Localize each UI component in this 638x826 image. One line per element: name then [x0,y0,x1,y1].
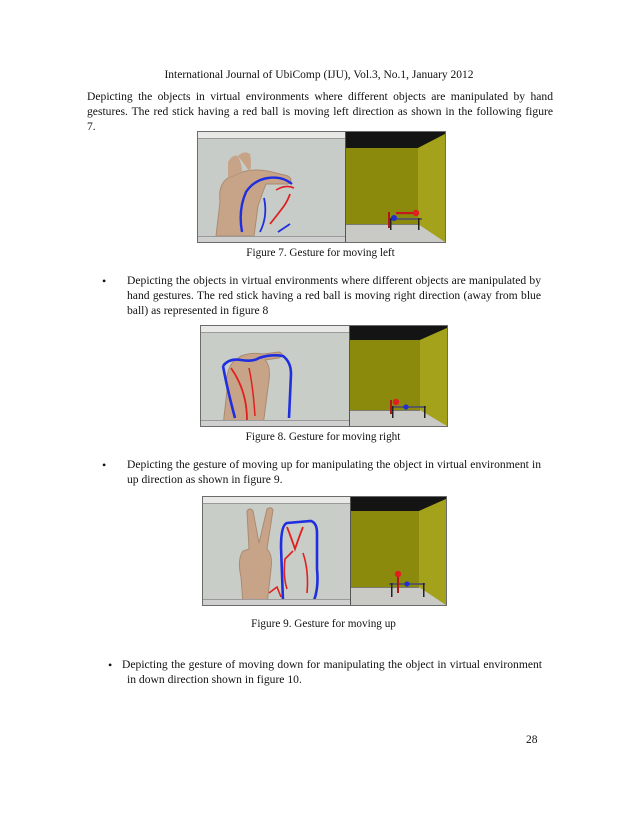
virtual-scene [350,326,447,426]
bullet-1-symbol: • [102,274,107,288]
intro-line-1: Depicting the objects in virtual environments where different objects are manipulated by hand [87,90,553,103]
hand-gesture-right [201,326,349,426]
bullet-1-line-1: Depicting the objects in virtual environments where different objects are manipulated by [127,274,541,287]
bullet-1-line-2: hand gestures. The red stick having a red ball is moving right direction (away from blue [127,289,541,302]
intro-line-2: gestures. The red stick having a red ball is moving left direction as shown in the following figure [87,105,553,118]
intro-paragraph [87,89,553,134]
intro-line-3: 7. [87,120,96,133]
window-statusbar [203,599,350,605]
virtual-environment-view [346,132,445,242]
figure-9-caption: Figure 9. Gesture for moving up [251,618,396,630]
figure-8-image [200,325,448,427]
virtual-scene [351,497,446,605]
bullet-3-text [122,657,542,687]
bullet-2-symbol: • [102,458,107,472]
hand-gesture-left [198,132,345,242]
bullet-3-line-2: in down direction shown in figure 10. [127,673,302,686]
page-number: 28 [526,734,538,746]
camera-view [201,326,350,426]
camera-view [198,132,346,242]
virtual-scene [346,132,445,242]
virtual-environment-view [350,326,447,426]
bullet-3-line-1: Depicting the gesture of moving down for manipulating the object in virtual environment [122,658,542,671]
bullet-2-line-2: up direction as shown in figure 9. [127,473,283,486]
figure-8-caption: Figure 8. Gesture for moving right [245,431,401,443]
figure-7-caption: Figure 7. Gesture for moving left [246,247,395,259]
camera-view [203,497,351,605]
virtual-environment-view [351,497,446,605]
window-statusbar [198,236,345,242]
window-statusbar [201,420,349,426]
bullet-1-text [127,273,541,318]
running-header: International Journal of UbiComp (IJU), Vol.3, No.1, January 2012 [164,69,474,81]
figure-9-image [202,496,447,606]
figure-7-image [197,131,446,243]
hand-gesture-up [203,497,350,605]
bullet-2-line-1: Depicting the gesture of moving up for manipulating the object in virtual environment in [127,458,541,471]
bullet-2-text [127,457,541,487]
bullet-3-symbol: • [108,658,113,672]
bullet-1-line-3: ball) as represented in figure 8 [127,304,269,317]
